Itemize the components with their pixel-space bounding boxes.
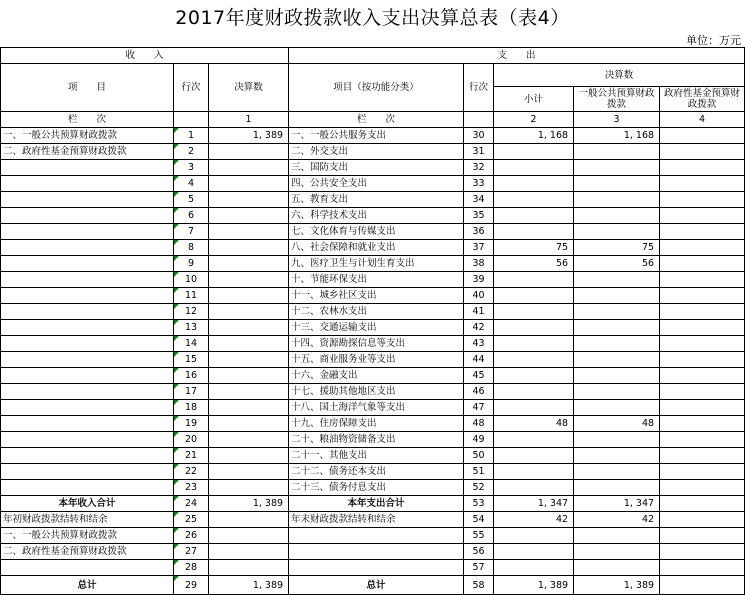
income-item-cell <box>1 480 174 496</box>
row-no-header: 行次 <box>174 64 209 112</box>
income-row-no-cell: 20 <box>174 432 209 448</box>
expense-item-cell: 七、文化体育与传媒支出 <box>289 224 464 240</box>
expense-gov-fund-cell <box>660 464 745 480</box>
expense-item-cell: 二十二、债务还本支出 <box>289 464 464 480</box>
expense-general-budget-cell <box>574 544 660 560</box>
expense-gov-fund-cell <box>660 560 745 576</box>
expense-row-no-cell: 58 <box>464 576 494 595</box>
income-row-no-cell: 2 <box>174 144 209 160</box>
expense-subtotal-cell: 1, 389 <box>494 576 574 595</box>
expense-row-no-cell: 56 <box>464 544 494 560</box>
expense-subtotal-cell: 1, 347 <box>494 496 574 512</box>
expense-item-cell <box>289 560 464 576</box>
income-item-cell <box>1 416 174 432</box>
expense-row-no-cell: 35 <box>464 208 494 224</box>
income-amount-cell <box>209 336 289 352</box>
income-row-no-cell: 18 <box>174 400 209 416</box>
expense-general-budget-cell <box>574 272 660 288</box>
expense-subtotal-cell: 75 <box>494 240 574 256</box>
expense-item-header: 项目（按功能分类） <box>289 64 464 112</box>
income-row-no-cell: 1 <box>174 128 209 144</box>
income-row-no-cell: 25 <box>174 512 209 528</box>
expense-subtotal-cell <box>494 368 574 384</box>
expense-gov-fund-cell <box>660 128 745 144</box>
expense-item-cell <box>289 528 464 544</box>
income-row-no-cell: 10 <box>174 272 209 288</box>
income-row-no-cell: 23 <box>174 480 209 496</box>
income-item-cell <box>1 336 174 352</box>
expense-general-budget-cell <box>574 304 660 320</box>
expense-general-budget-cell <box>574 432 660 448</box>
income-row-no-cell: 19 <box>174 416 209 432</box>
expense-general-budget-cell <box>574 288 660 304</box>
income-amount-cell <box>209 256 289 272</box>
column-index-blank-right <box>464 112 494 128</box>
income-item-cell <box>1 176 174 192</box>
expense-subtotal-cell <box>494 160 574 176</box>
expense-row-no-cell: 40 <box>464 288 494 304</box>
expense-gov-fund-cell <box>660 144 745 160</box>
expense-gov-fund-cell <box>660 304 745 320</box>
income-item-cell <box>1 368 174 384</box>
expense-row-no-cell: 36 <box>464 224 494 240</box>
expense-item-cell: 总计 <box>289 576 464 595</box>
expense-gov-fund-cell <box>660 400 745 416</box>
income-row-no-cell: 9 <box>174 256 209 272</box>
general-budget-header: 一般公共预算财政拨款 <box>574 87 660 112</box>
table-row <box>1 448 745 464</box>
income-amount-cell <box>209 384 289 400</box>
expense-gov-fund-cell <box>660 384 745 400</box>
expense-gov-fund-cell <box>660 496 745 512</box>
expense-row-no-cell: 37 <box>464 240 494 256</box>
income-amount-cell: 1, 389 <box>209 128 289 144</box>
expense-subtotal-cell <box>494 208 574 224</box>
income-item-cell <box>1 400 174 416</box>
income-item-cell <box>1 320 174 336</box>
expense-row-no-cell: 49 <box>464 432 494 448</box>
subtotal-header: 小计 <box>494 87 574 112</box>
column-index-label: 栏 次 <box>1 112 174 128</box>
income-row-no-cell: 4 <box>174 176 209 192</box>
table-row <box>1 160 745 176</box>
expense-subtotal-cell <box>494 272 574 288</box>
column-index-blank <box>174 112 209 128</box>
income-item-cell <box>1 464 174 480</box>
expense-gov-fund-cell <box>660 208 745 224</box>
table-row <box>1 368 745 384</box>
expense-general-budget-cell <box>574 560 660 576</box>
expense-row-no-cell: 50 <box>464 448 494 464</box>
column-index-1: 1 <box>209 112 289 128</box>
income-amount-cell <box>209 432 289 448</box>
income-item-cell <box>1 160 174 176</box>
expense-header: 支 出 <box>289 48 745 64</box>
expense-gov-fund-cell <box>660 416 745 432</box>
table-row <box>1 576 745 595</box>
expense-subtotal-cell <box>494 176 574 192</box>
expense-general-budget-cell <box>574 144 660 160</box>
income-row-no-cell: 14 <box>174 336 209 352</box>
expense-final-amount-header: 决算数 <box>494 64 745 87</box>
income-item-cell <box>1 304 174 320</box>
income-amount-cell <box>209 416 289 432</box>
expense-item-cell <box>289 544 464 560</box>
income-amount-cell <box>209 192 289 208</box>
income-item-cell <box>1 208 174 224</box>
column-index-3: 3 <box>574 112 660 128</box>
expense-item-cell: 十一、城乡社区支出 <box>289 288 464 304</box>
expense-gov-fund-cell <box>660 176 745 192</box>
expense-subtotal-cell <box>494 304 574 320</box>
income-item-cell <box>1 432 174 448</box>
expense-item-cell: 二、外交支出 <box>289 144 464 160</box>
expense-general-budget-cell <box>574 160 660 176</box>
income-amount-cell <box>209 352 289 368</box>
expense-subtotal-cell <box>494 384 574 400</box>
expense-gov-fund-cell <box>660 528 745 544</box>
income-item-cell: 年初财政拨款结转和结余 <box>1 512 174 528</box>
table-row <box>1 240 745 256</box>
income-item-cell <box>1 448 174 464</box>
expense-general-budget-cell <box>574 528 660 544</box>
expense-subtotal-cell <box>494 464 574 480</box>
expense-subtotal-cell <box>494 144 574 160</box>
income-amount-cell <box>209 400 289 416</box>
income-row-no-cell: 28 <box>174 560 209 576</box>
expense-item-cell: 十七、援助其他地区支出 <box>289 384 464 400</box>
table-row <box>1 432 745 448</box>
expense-item-cell: 六、科学技术支出 <box>289 208 464 224</box>
expense-item-cell: 一、一般公共服务支出 <box>289 128 464 144</box>
expense-item-cell: 十四、资源勘探信息等支出 <box>289 336 464 352</box>
income-row-no-cell: 22 <box>174 464 209 480</box>
table-row <box>1 464 745 480</box>
expense-general-budget-cell <box>574 464 660 480</box>
table-row <box>1 416 745 432</box>
income-amount-cell <box>209 512 289 528</box>
expense-item-cell: 十六、金融支出 <box>289 368 464 384</box>
income-row-no-cell: 6 <box>174 208 209 224</box>
expense-item-cell: 九、医疗卫生与计划生育支出 <box>289 256 464 272</box>
expense-item-cell: 年末财政拨款结转和结余 <box>289 512 464 528</box>
expense-row-no-header: 行次 <box>464 64 494 112</box>
expense-gov-fund-cell <box>660 432 745 448</box>
expense-item-cell: 二十一、其他支出 <box>289 448 464 464</box>
income-row-no-cell: 7 <box>174 224 209 240</box>
expense-item-cell: 本年支出合计 <box>289 496 464 512</box>
income-row-no-cell: 8 <box>174 240 209 256</box>
income-amount-cell <box>209 208 289 224</box>
expense-gov-fund-cell <box>660 224 745 240</box>
income-header: 收 入 <box>1 48 289 64</box>
expense-general-budget-cell: 56 <box>574 256 660 272</box>
expense-row-no-cell: 30 <box>464 128 494 144</box>
income-row-no-cell: 29 <box>174 576 209 595</box>
expense-item-cell: 三、国防支出 <box>289 160 464 176</box>
income-amount-cell <box>209 320 289 336</box>
expense-general-budget-cell: 1, 389 <box>574 576 660 595</box>
expense-subtotal-cell <box>494 192 574 208</box>
income-row-no-cell: 5 <box>174 192 209 208</box>
expense-item-cell: 四、公共安全支出 <box>289 176 464 192</box>
expense-gov-fund-cell <box>660 480 745 496</box>
table-row <box>1 480 745 496</box>
table-row <box>1 272 745 288</box>
expense-general-budget-cell <box>574 384 660 400</box>
income-row-no-cell: 16 <box>174 368 209 384</box>
column-index-2: 2 <box>494 112 574 128</box>
expense-subtotal-cell <box>494 560 574 576</box>
expense-gov-fund-cell <box>660 448 745 464</box>
column-index-label-right: 栏 次 <box>289 112 464 128</box>
income-row-no-cell: 11 <box>174 288 209 304</box>
expense-row-no-cell: 38 <box>464 256 494 272</box>
income-amount-cell <box>209 288 289 304</box>
expense-general-budget-cell <box>574 224 660 240</box>
expense-gov-fund-cell <box>660 192 745 208</box>
expense-row-no-cell: 47 <box>464 400 494 416</box>
expense-subtotal-cell: 56 <box>494 256 574 272</box>
expense-subtotal-cell <box>494 528 574 544</box>
expense-item-cell: 二十三、债务付息支出 <box>289 480 464 496</box>
income-item-cell <box>1 384 174 400</box>
expense-gov-fund-cell <box>660 368 745 384</box>
expense-general-budget-cell: 1, 347 <box>574 496 660 512</box>
income-row-no-cell: 12 <box>174 304 209 320</box>
income-amount-cell <box>209 304 289 320</box>
expense-general-budget-cell <box>574 368 660 384</box>
expense-item-cell: 十二、农林水支出 <box>289 304 464 320</box>
expense-general-budget-cell <box>574 448 660 464</box>
expense-general-budget-cell <box>574 352 660 368</box>
expense-general-budget-cell <box>574 192 660 208</box>
table-row <box>1 208 745 224</box>
expense-row-no-cell: 44 <box>464 352 494 368</box>
expense-item-cell: 二十、粮油物资储备支出 <box>289 432 464 448</box>
income-amount-cell <box>209 240 289 256</box>
income-item-cell: 二、政府性基金预算财政拨款 <box>1 544 174 560</box>
income-item-cell <box>1 192 174 208</box>
income-item-cell <box>1 560 174 576</box>
table-row <box>1 256 745 272</box>
table-row <box>1 144 745 160</box>
income-amount-cell <box>209 176 289 192</box>
income-row-no-cell: 17 <box>174 384 209 400</box>
table-row <box>1 544 745 560</box>
income-row-no-cell: 15 <box>174 352 209 368</box>
income-amount-cell: 1, 389 <box>209 496 289 512</box>
expense-gov-fund-cell <box>660 240 745 256</box>
income-item-cell: 总计 <box>1 576 174 595</box>
expense-row-no-cell: 39 <box>464 272 494 288</box>
table-row <box>1 528 745 544</box>
table-row <box>1 512 745 528</box>
table-row <box>1 288 745 304</box>
income-amount-cell <box>209 544 289 560</box>
table-row <box>1 128 745 144</box>
income-amount-cell <box>209 560 289 576</box>
table-row <box>1 496 745 512</box>
table-row <box>1 192 745 208</box>
expense-subtotal-cell <box>494 432 574 448</box>
income-item-cell <box>1 352 174 368</box>
income-item-cell <box>1 288 174 304</box>
income-item-cell: 本年收入合计 <box>1 496 174 512</box>
table-row <box>1 320 745 336</box>
expense-gov-fund-cell <box>660 320 745 336</box>
expense-row-no-cell: 45 <box>464 368 494 384</box>
income-row-no-cell: 21 <box>174 448 209 464</box>
expense-gov-fund-cell <box>660 272 745 288</box>
expense-subtotal-cell: 48 <box>494 416 574 432</box>
expense-gov-fund-cell <box>660 576 745 595</box>
income-item-cell <box>1 224 174 240</box>
expense-row-no-cell: 42 <box>464 320 494 336</box>
expense-subtotal-cell <box>494 320 574 336</box>
table-row <box>1 560 745 576</box>
income-amount-cell <box>209 480 289 496</box>
table-row <box>1 336 745 352</box>
report-title: 2017年度财政拨款收入支出决算总表（表4） <box>175 7 570 29</box>
expense-subtotal-cell <box>494 224 574 240</box>
column-index-4: 4 <box>660 112 745 128</box>
expense-general-budget-cell <box>574 208 660 224</box>
income-row-no-cell: 27 <box>174 544 209 560</box>
table-row <box>1 352 745 368</box>
income-item-cell <box>1 256 174 272</box>
income-item-cell: 二、政府性基金预算财政拨款 <box>1 144 174 160</box>
expense-subtotal-cell: 42 <box>494 512 574 528</box>
expense-general-budget-cell: 42 <box>574 512 660 528</box>
expense-row-no-cell: 51 <box>464 464 494 480</box>
expense-row-no-cell: 57 <box>464 560 494 576</box>
income-amount-cell <box>209 272 289 288</box>
expense-subtotal-cell <box>494 400 574 416</box>
gov-fund-header: 政府性基金预算财政拨款 <box>660 87 745 112</box>
expense-general-budget-cell: 48 <box>574 416 660 432</box>
expense-row-no-cell: 52 <box>464 480 494 496</box>
expense-gov-fund-cell <box>660 288 745 304</box>
income-row-no-cell: 3 <box>174 160 209 176</box>
expense-row-no-cell: 31 <box>464 144 494 160</box>
expense-row-no-cell: 46 <box>464 384 494 400</box>
income-amount-cell: 1, 389 <box>209 576 289 595</box>
expense-subtotal-cell <box>494 448 574 464</box>
expense-row-no-cell: 43 <box>464 336 494 352</box>
expense-gov-fund-cell <box>660 512 745 528</box>
expense-subtotal-cell: 1, 168 <box>494 128 574 144</box>
expense-item-cell: 十、节能环保支出 <box>289 272 464 288</box>
expense-gov-fund-cell <box>660 544 745 560</box>
expense-general-budget-cell: 75 <box>574 240 660 256</box>
expense-item-cell: 十八、国土海洋气象等支出 <box>289 400 464 416</box>
income-amount-cell <box>209 528 289 544</box>
income-row-no-cell: 26 <box>174 528 209 544</box>
income-item-cell: 一、一般公共预算财政拨款 <box>1 128 174 144</box>
expense-item-cell: 五、教育支出 <box>289 192 464 208</box>
income-amount-cell <box>209 368 289 384</box>
expense-subtotal-cell <box>494 480 574 496</box>
table-row <box>1 384 745 400</box>
table-row <box>1 304 745 320</box>
income-row-no-cell: 24 <box>174 496 209 512</box>
expense-gov-fund-cell <box>660 256 745 272</box>
table-row <box>1 224 745 240</box>
expense-gov-fund-cell <box>660 352 745 368</box>
expense-item-cell: 十三、交通运输支出 <box>289 320 464 336</box>
income-item-cell: 一、一般公共预算财政拨款 <box>1 528 174 544</box>
expense-row-no-cell: 48 <box>464 416 494 432</box>
income-amount-cell <box>209 448 289 464</box>
expense-subtotal-cell <box>494 288 574 304</box>
expense-subtotal-cell <box>494 544 574 560</box>
income-row-no-cell: 13 <box>174 320 209 336</box>
expense-gov-fund-cell <box>660 160 745 176</box>
expense-row-no-cell: 33 <box>464 176 494 192</box>
expense-row-no-cell: 32 <box>464 160 494 176</box>
income-amount-cell <box>209 144 289 160</box>
expense-subtotal-cell <box>494 336 574 352</box>
expense-general-budget-cell <box>574 320 660 336</box>
final-amount-header: 决算数 <box>209 64 289 112</box>
expense-row-no-cell: 55 <box>464 528 494 544</box>
unit-label: 单位：万元 <box>686 34 741 47</box>
expense-general-budget-cell <box>574 400 660 416</box>
table-row <box>1 176 745 192</box>
item-header: 项 目 <box>1 64 174 112</box>
expense-gov-fund-cell <box>660 336 745 352</box>
expense-general-budget-cell <box>574 176 660 192</box>
expense-row-no-cell: 41 <box>464 304 494 320</box>
table-row <box>1 400 745 416</box>
expense-row-no-cell: 34 <box>464 192 494 208</box>
expense-general-budget-cell <box>574 336 660 352</box>
income-amount-cell <box>209 224 289 240</box>
expense-row-no-cell: 53 <box>464 496 494 512</box>
income-amount-cell <box>209 464 289 480</box>
income-item-cell <box>1 272 174 288</box>
income-amount-cell <box>209 160 289 176</box>
expense-general-budget-cell: 1, 168 <box>574 128 660 144</box>
expense-item-cell: 八、社会保障和就业支出 <box>289 240 464 256</box>
expense-row-no-cell: 54 <box>464 512 494 528</box>
expense-subtotal-cell <box>494 352 574 368</box>
budget-table <box>0 47 745 595</box>
income-item-cell <box>1 240 174 256</box>
expense-general-budget-cell <box>574 480 660 496</box>
expense-item-cell: 十五、商业服务业等支出 <box>289 352 464 368</box>
expense-item-cell: 十九、住房保障支出 <box>289 416 464 432</box>
